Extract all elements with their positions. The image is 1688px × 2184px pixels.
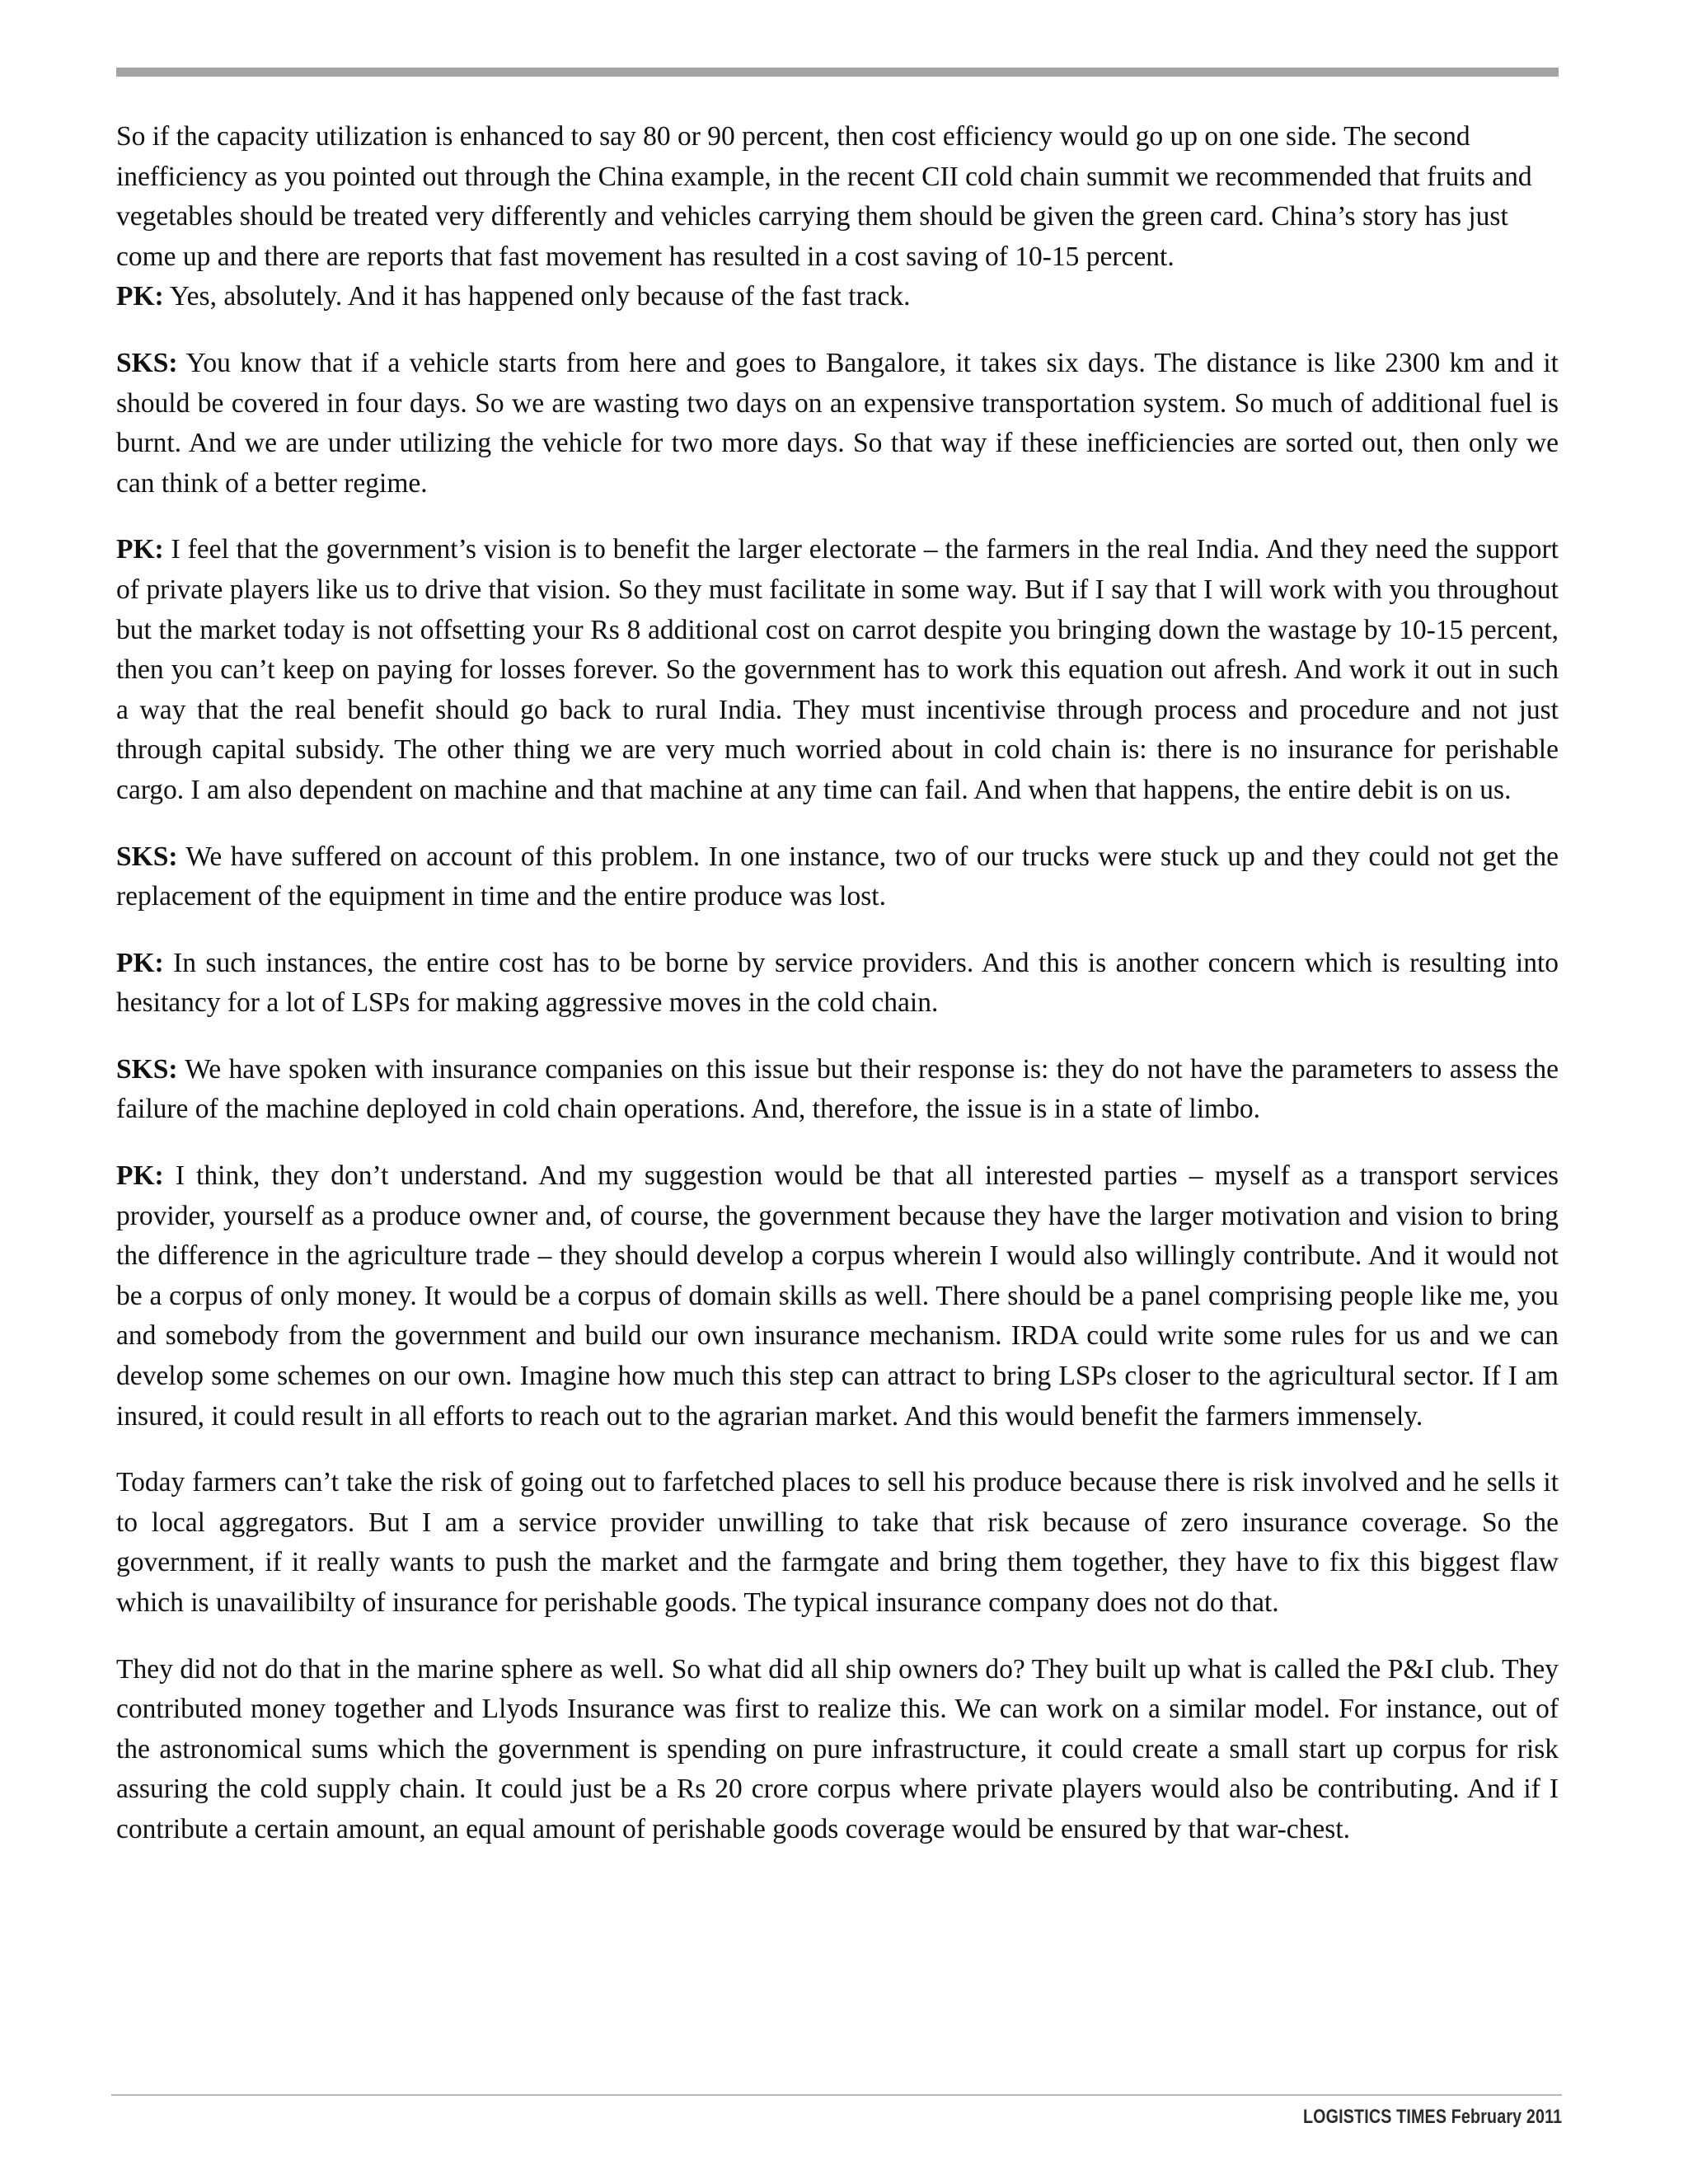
- speaker-label: SKS:: [116, 841, 178, 872]
- paragraph-text: I think, they don’t understand. And my suggestion would be that all interested parties – myself as a transport services provider, yourself as a produce owner and, of course, the government because they have the larger motivation and vision to bring the difference in the agriculture trade – they should develop a corpus wherein I would also willingly contribute. And it would not be a corpus of only money. It would be a corpus of domain skills as well. There should be a panel comprising people like me, you and somebody from the government and build our own insurance mechanism. IRDA could write some rules for us and we can develop some schemes on our own. Imagine how much this step can attract to bring LSPs closer to the agricultural sector. If I am insured, it could result in all efforts to reach out to the agrarian market. And this would benefit the farmers immensely.: [116, 1160, 1559, 1432]
- paragraph-pk-corpus: [116, 1156, 1559, 1436]
- paragraph-sks-insurance-companies: [116, 1050, 1559, 1130]
- speaker-label: PK:: [116, 281, 164, 312]
- paragraph-text: Today farmers can’t take the risk of going out to farfetched places to sell his produce because there is risk involved and he sells it to local aggregators. But I am a service provider unwilling to take that risk because of zero insurance coverage. So the government, if it really wants to push the market and the farmgate and bring them together, they have to fix this biggest flaw which is unavailibilty of insurance for perishable goods. The typical insurance company does not do that.: [116, 1467, 1559, 1618]
- paragraph-sks-trucks-stuck: [116, 837, 1559, 917]
- header-rule: [116, 68, 1559, 77]
- speaker-label: SKS:: [116, 1053, 178, 1085]
- paragraph-text: I feel that the government’s vision is to benefit the larger electorate – the farmers in the real India. And they need the support of private players like us to drive that vision. So they must facilitate in some way. But if I say that I will work with you throughout but the market today is not offsetting your Rs 8 additional cost on carrot despite you bringing down the wastage by 10-15 percent, then you can’t keep on paying for losses forever. So the government has to work this equation out afresh. And work it out in such a way that the real benefit should go back to rural India. They must incentivise through process and procedure and not just through capital subsidy. The other thing we are very much worried about in cold chain is: there is no insurance for perishable cargo. I am also dependent on machine and that machine at any time can fail. And when that happens, the entire debit is on us.: [116, 534, 1559, 805]
- page-footer: [1303, 2106, 1562, 2129]
- paragraph-text: Yes, absolutely. And it has happened only because of the fast track.: [163, 281, 911, 312]
- speaker-label: SKS:: [116, 347, 178, 378]
- article-body: [116, 117, 1559, 1850]
- paragraph-pk-government-vision: [116, 530, 1559, 810]
- speaker-label: PK:: [116, 1160, 164, 1192]
- paragraph-text: They did not do that in the marine sphere as well. So what did all ship owners do? They built up what is called the P&I club. They contributed money together and Llyods Insurance was first to realize this. We can work on a similar model. For instance, out of the astronomical sums which the government is spending on pure infrastructure, it could create a small start up corpus for risk assuring the cold supply chain. It could just be a Rs 20 crore corpus where private players would also be contributing. And if I contribute a certain amount, an equal amount of perishable goods coverage would be ensured by that war-chest.: [116, 1653, 1559, 1844]
- paragraph-text: We have spoken with insurance companies on this issue but their response is: they do not have the parameters to assess the failure of the machine deployed in cold chain operations. And, therefore, the issue is in a state of limbo.: [116, 1053, 1559, 1125]
- paragraph-pk-fast-track: [116, 277, 1559, 317]
- paragraph-farmers-risk: [116, 1463, 1559, 1623]
- publication-name: LOGISTICS TIMES: [1302, 2106, 1447, 2128]
- paragraph-text: You know that if a vehicle starts from here and goes to Bangalore, it takes six days. The distance is like 2300 km and it should be covered in four days. So we are wasting two days on an expensive transportation system. So much of additional fuel is burnt. And we are under utilizing the vehicle for two more days. So that way if these inefficiencies are sorted out, then only we can think of a better regime.: [116, 347, 1559, 499]
- paragraph-sks-bangalore: [116, 344, 1559, 504]
- speaker-label: PK:: [116, 947, 164, 978]
- paragraph-text: We have suffered on account of this problem. In one instance, two of our trucks were stuck up and they could not get the replacement of the equipment in time and the entire produce was lost.: [116, 841, 1559, 912]
- paragraph-text: In such instances, the entire cost has to be borne by service providers. And this is another concern which is resulting into hesitancy for a lot of LSPs for making aggressive moves in the cold chain.: [116, 947, 1559, 1019]
- speaker-label: PK:: [116, 534, 164, 565]
- paragraph-text: So if the capacity utilization is enhanced to say 80 or 90 percent, then cost efficiency would go up on one side. The second inefficiency as you pointed out through the China example, in the recent CII cold chain summit we recommended that fruits and vegetables should be treated very differently and vehicles carrying them should be given the green card. China’s story has just come up and there are reports that fast movement has resulted in a cost saving of 10-15 percent.: [116, 121, 1532, 272]
- paragraph-capacity-utilization: [116, 117, 1559, 277]
- footer-rule: [111, 2094, 1562, 2096]
- paragraph-marine-sphere: [116, 1650, 1559, 1850]
- paragraph-pk-service-providers: [116, 944, 1559, 1024]
- issue-date: February 2011: [1451, 2106, 1562, 2128]
